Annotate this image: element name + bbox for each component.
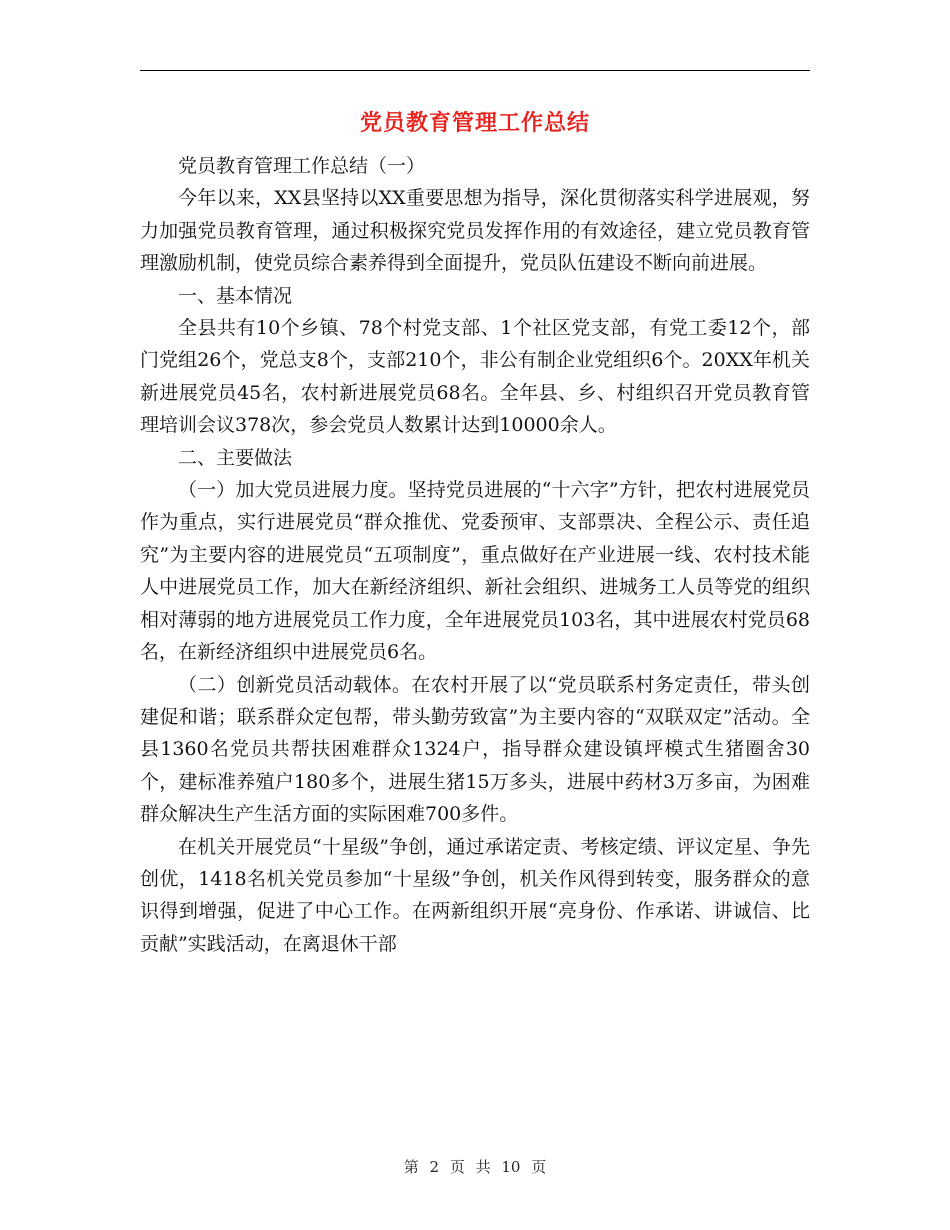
basic-situation-paragraph: 全县共有10个乡镇、78个村党支部、1个社区党支部，有党工委12个，部门党组26个，党总支8个，支部210个，非公有制企业党组织6个。20XX年机关新进展党员45名，农村新进展党员68名。全年县、乡、村组织召开党员教育管理培训会议378次，参会党员人数累计达到10000余人。 [140, 317, 810, 437]
practice-one-paragraph: （一）加大党员进展力度。坚持党员进展的“十六字”方针，把农村进展党员作为重点，实行进展党员“群众推优、党委预审、支部票决、全程公示、责任追究”为主要内容的进展党员“五项制度”，重点做好在产业进展一线、农村技术能人中进展党员工作，加大在新经济组织、新社会组织、进城务工人员等党的组织相对薄弱的地方进展党员工作力度，全年进展党员103名，其中进展农村党员68名，在新经济组织中进展党员6名。 [140, 479, 810, 664]
document-title: 党员教育管理工作总结 [359, 110, 590, 136]
practice-two-paragraph: （二）创新党员活动载体。在农村开展了以“党员联系村务定责任，带头创建促和谐；联系群众定包帮，带头勤劳致富”为主要内容的“双联双定”活动。全县1360名党员共帮扶困难群众1324户，指导群众建设镇坪模式生猪圈舍30个，建标准养殖户180多个，进展生猪15万多头，进展中药材3万多亩，为困难群众解决生产生活方面的实际困难700多件。 [140, 673, 810, 826]
page-number-footer: 第 2 页 共 10 页 [403, 1158, 547, 1176]
intro-paragraph: 今年以来，XX县坚持以XX重要思想为指导，深化贯彻落实科学进展观，努力加强党员教育管理，通过积极探究党员发挥作用的有效途径，建立党员教育管理激励机制，使党员综合素养得到全面提升，党员队伍建设不断向前进展。 [140, 187, 810, 275]
subtitle-paragraph: 党员教育管理工作总结（一） [178, 155, 426, 177]
section-heading-basic-situation: 一、基本情况 [178, 284, 293, 307]
header-rule [140, 70, 810, 71]
organ-activity-paragraph: 在机关开展党员“十星级”争创，通过承诺定责、考核定绩、评议定星、争先创优，1418名机关党员参加“十星级”争创，机关作风得到转变，服务群众的意识得到增强，促进了中心工作。在两新组织开展“亮身份、作承诺、讲诚信、比贡献”实践活动，在离退休干部 [140, 835, 810, 955]
document-body [140, 150, 810, 960]
section-heading-main-practices: 二、主要做法 [178, 446, 293, 469]
